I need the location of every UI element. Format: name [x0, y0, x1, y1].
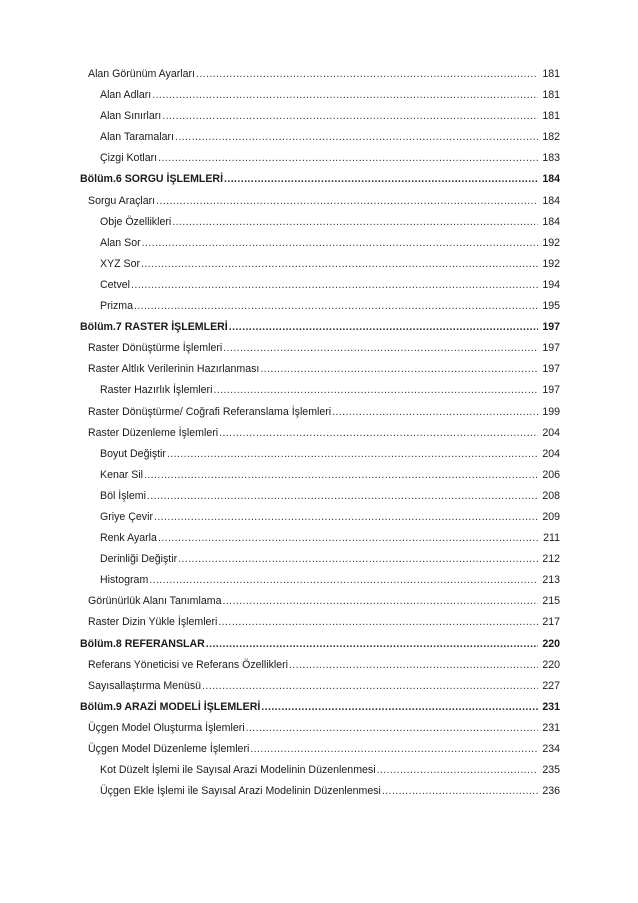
toc-chapter-entry[interactable]	[0, 697, 638, 718]
toc-dot-leader	[152, 85, 538, 106]
toc-entry[interactable]	[0, 191, 638, 212]
toc-entry-title: Derinliği Değiştir	[100, 553, 178, 566]
toc-entry-page-number: 181	[542, 89, 560, 102]
toc-entry-page-number: 195	[542, 300, 560, 313]
toc-entry-title: Kenar Sil	[100, 468, 143, 481]
toc-dot-leader	[261, 697, 538, 718]
toc-entry-page-number: 227	[542, 679, 560, 692]
toc-dot-leader	[162, 106, 538, 127]
toc-entry-title: Raster Dönüştürme İşlemleri	[88, 342, 223, 355]
toc-dot-leader	[149, 570, 538, 591]
toc-dot-leader	[332, 402, 538, 423]
toc-entry[interactable]	[0, 127, 638, 148]
toc-entry-title: Histogram	[100, 574, 149, 587]
toc-entry-title: Raster Dizin Yükle İşlemleri	[88, 616, 218, 629]
toc-entry[interactable]	[0, 402, 638, 423]
toc-dot-leader	[167, 444, 538, 465]
toc-entry-page-number: 181	[542, 110, 560, 123]
toc-entry-title: Renk Ayarla	[100, 532, 157, 545]
toc-entry-page-number: 184	[542, 173, 560, 186]
toc-dot-leader	[178, 549, 538, 570]
toc-dot-leader	[142, 233, 538, 254]
toc-entry-page-number: 220	[542, 637, 560, 650]
toc-dot-leader	[229, 317, 538, 338]
toc-entry[interactable]	[0, 380, 638, 401]
toc-entry-title: Alan Sor	[100, 236, 141, 249]
toc-entry[interactable]	[0, 655, 638, 676]
toc-entry-title: Sayısallaştırma Menüsü	[88, 679, 202, 692]
toc-dot-leader	[289, 655, 538, 676]
toc-dot-leader	[158, 528, 538, 549]
toc-entry-title: Raster Altlık Verilerinin Hazırlanması	[88, 363, 260, 376]
toc-dot-leader	[147, 486, 538, 507]
toc-dot-leader	[377, 760, 538, 781]
toc-entry[interactable]	[0, 760, 638, 781]
toc-entry-page-number: 211	[543, 532, 560, 545]
toc-entry-page-number: 184	[542, 215, 560, 228]
toc-entry[interactable]	[0, 296, 638, 317]
toc-entry[interactable]	[0, 359, 638, 380]
toc-entry-page-number: 199	[542, 405, 560, 418]
toc-entry[interactable]	[0, 486, 638, 507]
toc-entry-title: Raster Düzenleme İşlemleri	[88, 426, 219, 439]
toc-entry-title: Raster Dönüştürme/ Coğrafi Referanslama İşlemleri	[88, 405, 332, 418]
toc-entry[interactable]	[0, 612, 638, 633]
toc-entry-page-number: 192	[542, 236, 560, 249]
toc-entry[interactable]	[0, 148, 638, 169]
toc-entry-page-number: 182	[542, 131, 560, 144]
toc-entry[interactable]	[0, 106, 638, 127]
toc-entry[interactable]	[0, 739, 638, 760]
toc-entry-title: Raster Hazırlık İşlemleri	[100, 384, 213, 397]
toc-entry[interactable]	[0, 275, 638, 296]
toc-entry-title: Böl İşlemi	[100, 489, 146, 502]
toc-entry-title: Üçgen Model Oluşturma İşlemleri	[88, 721, 245, 734]
toc-chapter-entry[interactable]	[0, 169, 638, 190]
toc-dot-leader	[206, 634, 538, 655]
toc-entry[interactable]	[0, 254, 638, 275]
toc-entry-title: Alan Görünüm Ayarları	[88, 68, 195, 80]
toc-entry-page-number: 204	[542, 447, 560, 460]
toc-entry[interactable]	[0, 676, 638, 697]
toc-entry-title: Alan Taramaları	[100, 131, 174, 144]
toc-entry-title: Bölüm.7 RASTER İŞLEMLERİ	[80, 321, 228, 334]
toc-entry-page-number: 235	[542, 764, 560, 777]
toc-dot-leader	[218, 612, 538, 633]
toc-entry[interactable]	[0, 212, 638, 233]
toc-entry[interactable]	[0, 781, 638, 802]
toc-entry-title: Görünürlük Alanı Tanımlama	[88, 595, 222, 608]
toc-dot-leader	[175, 127, 538, 148]
toc-entry[interactable]	[0, 338, 638, 359]
toc-entry-title: Alan Adları	[100, 89, 152, 102]
toc-entry-page-number: 192	[542, 257, 560, 270]
toc-entry-title: Obje Özellikleri	[100, 215, 172, 228]
toc-entry-page-number: 209	[542, 510, 560, 523]
toc-dot-leader	[196, 64, 538, 85]
toc-entry-title: Alan Sınırları	[100, 110, 162, 123]
toc-entry[interactable]	[0, 233, 638, 254]
toc-entry[interactable]	[0, 423, 638, 444]
toc-dot-leader	[144, 465, 538, 486]
toc-entry-title: Kot Düzelt İşlemi ile Sayısal Arazi Modelinin Düzenlenmesi	[100, 764, 376, 777]
toc-entry-title: Griye Çevir	[100, 510, 153, 523]
toc-entry[interactable]	[0, 549, 638, 570]
toc-entry-title: Sorgu Araçları	[88, 194, 156, 207]
toc-dot-leader	[158, 148, 538, 169]
toc-dot-leader	[382, 781, 538, 802]
toc-entry-title: Prizma	[100, 300, 133, 313]
toc-entry[interactable]	[0, 528, 638, 549]
toc-entry-page-number: 208	[542, 489, 560, 502]
toc-dot-leader	[213, 380, 538, 401]
toc-entry-page-number: 204	[542, 426, 560, 439]
toc-entry-title: Çizgi Kotları	[100, 152, 158, 165]
toc-entry-page-number: 206	[542, 468, 560, 481]
toc-entry-page-number: 217	[542, 616, 560, 629]
toc-dot-leader	[172, 212, 538, 233]
toc-entry-page-number: 220	[542, 658, 560, 671]
toc-entry[interactable]	[0, 64, 638, 85]
toc-entry-page-number: 197	[542, 342, 560, 355]
toc-entry-page-number: 194	[542, 278, 560, 291]
toc-entry-page-number: 197	[542, 363, 560, 376]
toc-dot-leader	[224, 169, 538, 190]
toc-entry[interactable]	[0, 85, 638, 106]
toc-entry-page-number: 213	[542, 574, 560, 587]
toc-entry-page-number: 236	[542, 785, 560, 798]
toc-dot-leader	[156, 191, 538, 212]
toc-entry-page-number: 197	[542, 321, 560, 334]
toc-entry-page-number: 231	[542, 700, 560, 713]
toc-entry[interactable]	[0, 465, 638, 486]
toc-dot-leader	[154, 507, 538, 528]
toc-dot-leader	[134, 296, 538, 317]
toc-chapter-entry[interactable]	[0, 317, 638, 338]
toc-entry-page-number: 215	[542, 595, 560, 608]
toc-entry-title: Cetvel	[100, 278, 131, 291]
toc-entry-page-number: 197	[542, 384, 560, 397]
toc-dot-leader	[260, 359, 538, 380]
toc-entry[interactable]	[0, 570, 638, 591]
toc-entry-title: Bölüm.9 ARAZİ MODELİ İŞLEMLERİ	[80, 700, 261, 713]
toc-entry[interactable]	[0, 591, 638, 612]
toc-chapter-entry[interactable]	[0, 634, 638, 655]
toc-dot-leader	[141, 254, 538, 275]
toc-entry-page-number: 183	[542, 152, 560, 165]
toc-entry[interactable]	[0, 444, 638, 465]
toc-dot-leader	[131, 275, 538, 296]
toc-entry-title: XYZ Sor	[100, 257, 141, 270]
toc-entry-page-number: 231	[542, 721, 560, 734]
toc-entry-title: Referans Yöneticisi ve Referans Özellikleri	[88, 658, 288, 671]
toc-entry-title: Üçgen Ekle İşlemi ile Sayısal Arazi Modelinin Düzenlenmesi	[100, 785, 381, 798]
toc-entry-title: Boyut Değiştir	[100, 447, 166, 460]
toc-entry[interactable]	[0, 507, 638, 528]
toc-dot-leader	[223, 338, 538, 359]
table-of-contents	[0, 64, 638, 802]
toc-entry-page-number: 234	[542, 743, 560, 755]
toc-entry-title: Üçgen Model Düzenleme İşlemleri	[88, 743, 250, 755]
toc-dot-leader	[222, 591, 538, 612]
toc-entry-title: Bölüm.6 SORGU İŞLEMLERİ	[80, 173, 224, 186]
toc-entry-title: Bölüm.8 REFERANSLAR	[80, 637, 205, 650]
toc-dot-leader	[250, 739, 538, 760]
toc-dot-leader	[246, 718, 538, 739]
toc-entry-page-number: 184	[542, 194, 560, 207]
toc-dot-leader	[202, 676, 538, 697]
toc-entry-page-number: 181	[542, 68, 560, 80]
toc-dot-leader	[219, 423, 538, 444]
toc-entry[interactable]	[0, 718, 638, 739]
toc-entry-page-number: 212	[542, 553, 560, 566]
